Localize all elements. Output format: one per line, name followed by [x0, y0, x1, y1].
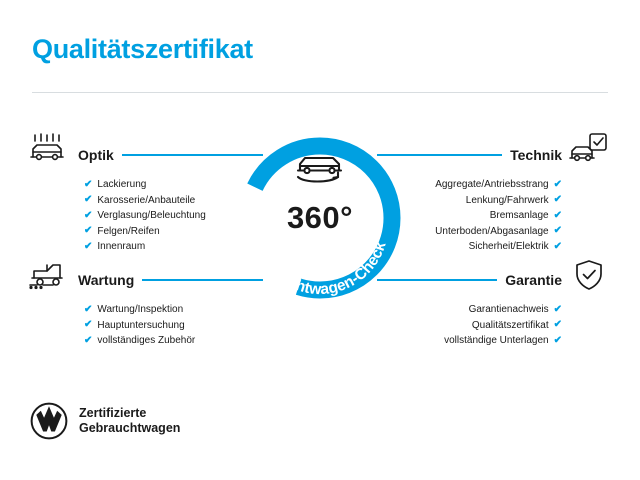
footer-text	[79, 406, 180, 436]
section-wartung-rule	[142, 279, 263, 281]
list-item	[377, 302, 562, 318]
list-item-label: Wartung/Inspektion	[97, 304, 184, 315]
check-icon: ✔	[553, 319, 562, 331]
list-item	[377, 239, 562, 255]
section-wartung-list	[78, 302, 263, 349]
list-item-label: Lackierung	[97, 179, 147, 190]
vw-logo	[30, 402, 68, 440]
section-technik	[377, 140, 562, 271]
section-optik-list	[78, 177, 263, 255]
section-garantie-rule	[377, 279, 497, 281]
list-item	[377, 193, 562, 209]
shield-check-icon	[572, 258, 606, 297]
check-icon: ✔	[553, 209, 562, 221]
check-icon: ✔	[84, 334, 93, 346]
svg-text:Gebrauchtwagen-Check	[250, 239, 389, 298]
section-technik-title: Technik	[510, 147, 562, 163]
footer-line-2: Gebrauchtwagen	[79, 421, 181, 435]
footer-line-1: Zertifizierte	[79, 406, 147, 420]
list-item-label: Sicherheit/Elektrik	[468, 241, 549, 252]
check-icon: ✔	[84, 240, 93, 252]
list-item-label: Qualitätszertifikat	[471, 319, 549, 331]
check-icon: ✔	[553, 303, 562, 315]
service-car-icon	[26, 258, 70, 297]
list-item	[84, 208, 263, 224]
section-optik-rule	[122, 154, 263, 156]
check-icon: ✔	[84, 194, 93, 206]
check-icon: ✔	[84, 209, 93, 221]
section-optik	[78, 140, 263, 271]
list-item-label: vollständige Unterlagen	[444, 335, 549, 346]
section-optik-title: Optik	[78, 147, 114, 163]
list-item	[84, 193, 263, 209]
list-item	[84, 224, 263, 240]
list-item	[377, 333, 562, 349]
footer-branding	[30, 402, 180, 440]
section-wartung	[78, 265, 263, 365]
section-garantie	[377, 265, 562, 365]
list-item-label: Innenraum	[97, 241, 146, 252]
list-item-label: Karosserie/Anbauteile	[97, 194, 196, 206]
check-icon: ✔	[553, 178, 562, 190]
check-icon: ✔	[553, 225, 562, 237]
list-item	[84, 239, 263, 255]
check-icon: ✔	[553, 194, 562, 206]
list-item-label: Lenkung/Fahrwerk	[465, 194, 549, 206]
title-divider	[32, 92, 608, 93]
section-garantie-title: Garantie	[505, 272, 562, 288]
list-item-label: Aggregate/Antriebsstrang	[435, 179, 549, 190]
section-garantie-list	[377, 302, 562, 349]
list-item-label: Felgen/Reifen	[97, 225, 160, 237]
list-item	[377, 208, 562, 224]
section-technik-header	[377, 140, 562, 170]
list-item-label: Verglasung/Beleuchtung	[97, 210, 206, 221]
section-garantie-header	[377, 265, 562, 295]
list-item-label: Bremsanlage	[489, 210, 549, 221]
list-item	[84, 302, 263, 318]
list-item	[84, 177, 263, 193]
page-title: Qualitätszertifikat	[32, 34, 253, 64]
check-icon: ✔	[553, 334, 562, 346]
car-checklist-icon	[568, 132, 610, 171]
section-technik-list	[377, 177, 562, 255]
list-item	[84, 318, 263, 334]
check-icon: ✔	[84, 225, 93, 237]
list-item-label: Unterboden/Abgasanlage	[435, 225, 549, 237]
list-item-label: Hauptuntersuchung	[97, 319, 185, 331]
list-item-label: Garantienachweis	[468, 304, 549, 315]
badge-arc-text: Gebrauchtwagen-Check	[250, 239, 390, 299]
check-icon: ✔	[84, 319, 93, 331]
list-item-label: vollständiges Zubehör	[97, 335, 196, 346]
section-wartung-header	[78, 265, 263, 295]
check-icon: ✔	[553, 240, 562, 252]
badge-degrees: 360°	[286, 200, 354, 235]
check-icon: ✔	[84, 178, 93, 190]
list-item	[377, 177, 562, 193]
list-item	[377, 224, 562, 240]
list-item	[84, 333, 263, 349]
section-technik-rule	[377, 154, 502, 156]
section-optik-header	[78, 140, 263, 170]
section-wartung-title: Wartung	[78, 272, 135, 288]
check-icon: ✔	[84, 303, 93, 315]
car-wash-icon	[28, 132, 68, 171]
list-item	[377, 318, 562, 334]
